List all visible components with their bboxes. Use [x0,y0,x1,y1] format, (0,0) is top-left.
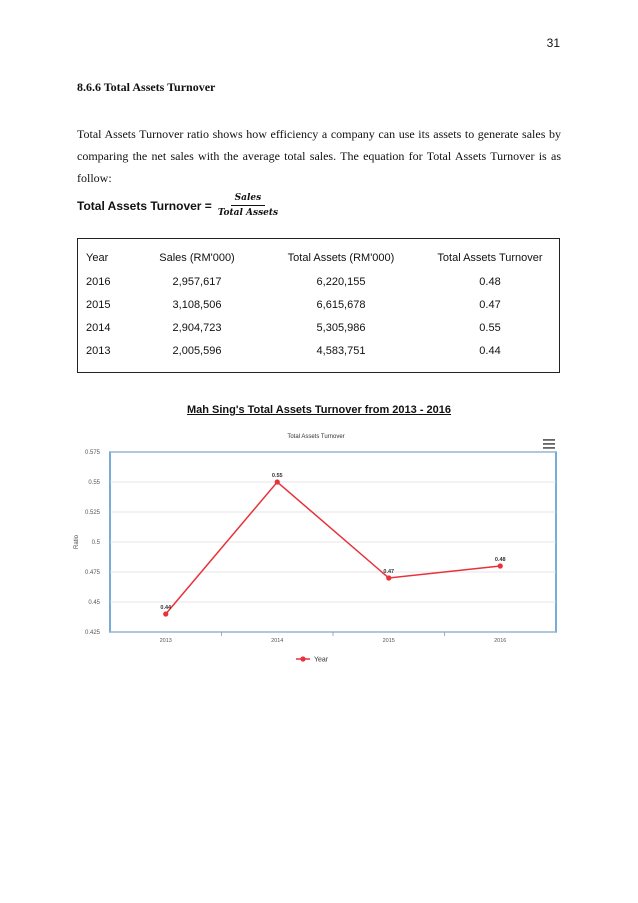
legend-marker [300,656,305,661]
table-cell-assets: 4,583,751 [316,344,366,357]
table-cell-year: 2014 [86,321,111,334]
data-label: 0.48 [494,557,506,563]
table-cell-turnover: 0.55 [479,321,501,334]
y-tick-label: 0.575 [84,450,100,456]
series-line [166,482,501,614]
formula-label: Total Assets Turnover = [77,198,212,213]
body-paragraph: Total Assets Turnover ratio shows how efficiency a company can use its assets to generate sales by comparing the net sales with the average total sales. The equation for Total Assets Turnover is as follow: [77,127,561,185]
table-row [86,293,550,316]
data-point [163,611,168,616]
formula [77,193,278,218]
table-cell-sales: 2,904,723 [172,321,222,334]
table-cell-turnover: 0.48 [479,275,501,288]
section-heading: 8.6.6 Total Assets Turnover [77,80,216,94]
table-cell-assets: 6,220,155 [316,275,366,288]
x-tick-label: 2014 [271,638,284,644]
figure-caption: Mah Sing's Total Assets Turnover from 2013 - 2016 [186,404,452,416]
table-cell-year: 2013 [86,344,111,357]
table-cell-sales: 2,957,617 [172,275,222,288]
table-cell-year: 2015 [86,298,111,311]
formula-denominator: Total Assets [217,208,279,218]
data-label: 0.55 [271,473,283,479]
y-tick-label: 0.5 [91,540,100,546]
table-row [86,339,550,362]
data-label: 0.44 [160,605,172,611]
legend-label: Year [314,656,329,664]
formula-fraction [218,193,278,218]
y-tick-label: 0.55 [88,480,100,486]
chart-legend[interactable] [296,656,329,663]
y-tick-label: 0.45 [88,600,100,606]
table-header-year: Year [86,252,109,264]
y-axis-label: Ratio [74,534,80,550]
table-header-row [86,246,550,270]
y-tick-label: 0.525 [84,510,100,516]
table-cell-assets: 5,305,986 [316,321,366,334]
table-cell-assets: 6,615,678 [316,298,366,311]
table-cell-turnover: 0.44 [479,344,501,357]
table-cell-year: 2016 [86,275,111,288]
y-tick-label: 0.475 [84,570,100,576]
data-point [498,563,503,568]
line-chart [66,428,566,672]
table-header-sales: Sales (RM'000) [159,252,235,264]
chart-title: Total Assets Turnover [287,434,345,440]
x-tick-label: 2013 [159,638,172,644]
turnover-table [86,246,550,362]
table-row [86,270,550,293]
data-point [275,479,280,484]
data-point [386,575,391,580]
page-number: 31 [546,36,560,50]
hamburger-menu-icon[interactable] [543,439,555,449]
table-header-assets: Total Assets (RM'000) [287,252,395,264]
x-tick-label: 2015 [382,638,395,644]
table-cell-sales: 2,005,596 [172,344,222,357]
table-row [86,316,550,339]
x-tick-label: 2016 [494,638,507,644]
formula-numerator: Sales [231,193,266,206]
data-label: 0.47 [383,569,395,575]
table-cell-sales: 3,108,506 [172,298,222,311]
y-tick-label: 0.425 [84,630,100,636]
data-table-box [77,238,560,373]
table-cell-turnover: 0.47 [479,298,501,311]
table-header-turnover: Total Assets Turnover [437,252,543,264]
